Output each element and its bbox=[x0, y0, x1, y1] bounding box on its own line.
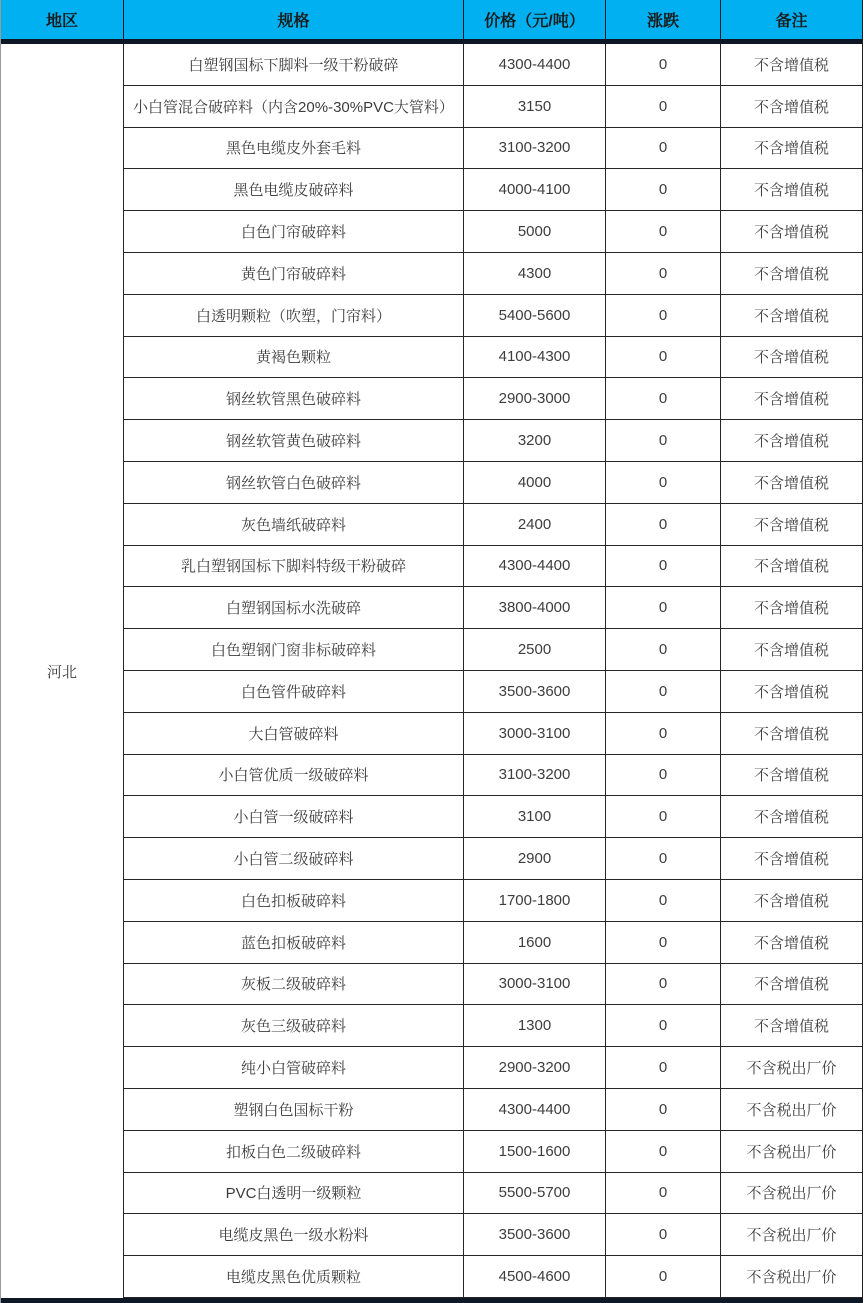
price-cell: 4500-4600 bbox=[464, 1256, 606, 1297]
change-cell: 0 bbox=[606, 1005, 721, 1046]
note-cell: 不含增值税 bbox=[753, 600, 829, 618]
price-cell: 2900 bbox=[464, 838, 606, 879]
table-row bbox=[124, 1214, 862, 1256]
spec-cell: 大白管破碎料 bbox=[124, 713, 464, 754]
table-row bbox=[124, 504, 862, 546]
spec-cell: 黑色电缆皮外套毛料 bbox=[124, 128, 464, 169]
note-cell: 不含增值税 bbox=[753, 767, 829, 785]
price-cell: 2900-3200 bbox=[464, 1047, 606, 1088]
price-cell: 4300 bbox=[464, 253, 606, 294]
change-cell: 0 bbox=[606, 755, 721, 796]
price-cell: 1500-1600 bbox=[464, 1131, 606, 1172]
table-row bbox=[124, 671, 862, 713]
change-cell: 0 bbox=[606, 169, 721, 210]
price-cell: 1300 bbox=[464, 1005, 606, 1046]
table-row bbox=[124, 713, 862, 755]
price-cell: 3100-3200 bbox=[464, 128, 606, 169]
price-cell: 3000-3100 bbox=[464, 713, 606, 754]
change-cell: 0 bbox=[606, 128, 721, 169]
table-row bbox=[124, 1005, 862, 1047]
price-cell: 4000-4100 bbox=[464, 169, 606, 210]
note-cell: 不含税出厂价 bbox=[746, 1269, 837, 1286]
bottom-border bbox=[1, 1298, 862, 1303]
spec-cell: 黄色门帘破碎料 bbox=[124, 253, 464, 294]
change-cell: 0 bbox=[606, 838, 721, 879]
price-cell: 4300-4400 bbox=[464, 44, 606, 85]
change-cell: 0 bbox=[606, 1173, 721, 1214]
table-row bbox=[124, 169, 862, 211]
spec-cell: 钢丝软管白色破碎料 bbox=[124, 462, 464, 503]
change-cell: 0 bbox=[606, 1256, 721, 1297]
spec-cell: 灰色三级破碎料 bbox=[124, 1005, 464, 1046]
table-row bbox=[124, 211, 862, 253]
change-cell: 0 bbox=[606, 86, 721, 127]
price-cell: 4300-4400 bbox=[464, 546, 606, 587]
spec-cell: 白色扣板破碎料 bbox=[124, 880, 464, 921]
price-cell: 5000 bbox=[464, 211, 606, 252]
note-cell: 不含增值税 bbox=[753, 683, 829, 701]
spec-cell: 钢丝软管黄色破碎料 bbox=[124, 420, 464, 461]
note-cell: 不含增值税 bbox=[753, 98, 829, 116]
table-row bbox=[124, 1089, 862, 1131]
note-cell: 不含增值税 bbox=[753, 1018, 829, 1036]
price-cell: 2400 bbox=[464, 504, 606, 545]
table-row bbox=[124, 880, 862, 922]
header-cell-note: 备注 bbox=[775, 13, 808, 30]
note-cell: 不含增值税 bbox=[753, 725, 829, 743]
note-cell: 不含增值税 bbox=[753, 56, 829, 74]
change-cell: 0 bbox=[606, 378, 721, 419]
spec-cell: 灰色墙纸破碎料 bbox=[124, 504, 464, 545]
table-row bbox=[124, 1047, 862, 1089]
price-cell: 3150 bbox=[464, 86, 606, 127]
note-cell: 不含增值税 bbox=[753, 642, 829, 660]
table-row bbox=[124, 295, 862, 337]
note-cell: 不含增值税 bbox=[753, 433, 829, 451]
note-cell: 不含增值税 bbox=[753, 934, 829, 952]
note-cell: 不含税出厂价 bbox=[746, 1227, 837, 1245]
table-row bbox=[124, 337, 862, 379]
change-cell: 0 bbox=[606, 295, 721, 336]
table-row bbox=[124, 922, 862, 964]
change-cell: 0 bbox=[606, 462, 721, 503]
spec-cell: 蓝色扣板破碎料 bbox=[124, 922, 464, 963]
price-cell: 5400-5600 bbox=[464, 295, 606, 336]
change-cell: 0 bbox=[606, 587, 721, 628]
note-cell: 不含税出厂价 bbox=[746, 1185, 837, 1203]
change-cell: 0 bbox=[606, 211, 721, 252]
note-cell: 不含增值税 bbox=[753, 265, 829, 283]
note-cell: 不含增值税 bbox=[753, 892, 829, 910]
table-row bbox=[124, 796, 862, 838]
spec-cell: 钢丝软管黑色破碎料 bbox=[124, 378, 464, 419]
table-header-row bbox=[1, 0, 862, 39]
table-row bbox=[124, 462, 862, 504]
change-cell: 0 bbox=[606, 44, 721, 85]
spec-cell: 白色塑钢门窗非标破碎料 bbox=[124, 629, 464, 670]
spec-cell: PVC白透明一级颗粒 bbox=[124, 1173, 464, 1214]
spec-cell: 小白管二级破碎料 bbox=[124, 838, 464, 879]
price-cell: 1700-1800 bbox=[464, 880, 606, 921]
spec-cell: 小白管混合破碎料（内含20%-30%PVC大管料） bbox=[124, 86, 464, 127]
spec-cell: 黑色电缆皮破碎料 bbox=[124, 169, 464, 210]
table-row bbox=[124, 378, 862, 420]
table-row bbox=[124, 128, 862, 170]
change-cell: 0 bbox=[606, 1131, 721, 1172]
note-cell: 不含增值税 bbox=[753, 976, 829, 994]
spec-cell: 乳白塑钢国标下脚料特级干粉破碎 bbox=[124, 546, 464, 587]
change-cell: 0 bbox=[606, 1214, 721, 1255]
table-row bbox=[124, 44, 862, 86]
table-row bbox=[124, 755, 862, 797]
change-cell: 0 bbox=[606, 922, 721, 963]
table-row bbox=[124, 1173, 862, 1215]
price-cell: 3000-3100 bbox=[464, 964, 606, 1005]
table-row bbox=[124, 587, 862, 629]
spec-cell: 纯小白管破碎料 bbox=[124, 1047, 464, 1088]
table-row bbox=[124, 253, 862, 295]
rows-container bbox=[124, 44, 862, 1298]
spec-cell: 白透明颗粒（吹塑，门帘料） bbox=[124, 295, 464, 336]
table-row bbox=[124, 546, 862, 588]
change-cell: 0 bbox=[606, 671, 721, 712]
price-cell: 1600 bbox=[464, 922, 606, 963]
change-cell: 0 bbox=[606, 546, 721, 587]
note-cell: 不含增值税 bbox=[753, 558, 829, 576]
note-cell: 不含增值税 bbox=[753, 182, 829, 200]
change-cell: 0 bbox=[606, 420, 721, 461]
spec-cell: 黄褐色颗粒 bbox=[124, 337, 464, 378]
note-cell: 不含税出厂价 bbox=[746, 1101, 837, 1119]
change-cell: 0 bbox=[606, 1089, 721, 1130]
spec-cell: 白色管件破碎料 bbox=[124, 671, 464, 712]
note-cell: 不含税出厂价 bbox=[746, 1060, 837, 1078]
spec-cell: 小白管优质一级破碎料 bbox=[124, 755, 464, 796]
change-cell: 0 bbox=[606, 796, 721, 837]
header-cell-change: 涨跌 bbox=[606, 0, 721, 39]
region-label: 河北 bbox=[46, 663, 77, 681]
table-row bbox=[124, 964, 862, 1006]
note-cell: 不含增值税 bbox=[753, 851, 829, 869]
price-cell: 2900-3000 bbox=[464, 378, 606, 419]
table-row bbox=[124, 420, 862, 462]
spec-cell: 白塑钢国标下脚料一级干粉破碎 bbox=[124, 44, 464, 85]
spec-cell: 电缆皮黑色优质颗粒 bbox=[124, 1256, 464, 1297]
note-cell: 不含增值税 bbox=[753, 349, 829, 367]
price-cell: 4100-4300 bbox=[464, 337, 606, 378]
note-cell: 不含增值税 bbox=[753, 809, 829, 827]
price-cell: 5500-5700 bbox=[464, 1173, 606, 1214]
change-cell: 0 bbox=[606, 713, 721, 754]
header-cell-price: 价格（元/吨） bbox=[464, 0, 606, 39]
spec-cell: 白塑钢国标水洗破碎 bbox=[124, 587, 464, 628]
note-cell: 不含税出厂价 bbox=[746, 1143, 837, 1161]
header-cell-region: 地区 bbox=[1, 0, 124, 39]
price-cell: 4000 bbox=[464, 462, 606, 503]
note-cell: 不含增值税 bbox=[753, 140, 829, 158]
price-cell: 3200 bbox=[464, 420, 606, 461]
change-cell: 0 bbox=[606, 880, 721, 921]
note-cell: 不含增值税 bbox=[753, 474, 829, 492]
spec-cell: 白色门帘破碎料 bbox=[124, 211, 464, 252]
spec-cell: 扣板白色二级破碎料 bbox=[124, 1131, 464, 1172]
table-row bbox=[124, 629, 862, 671]
price-cell: 3100-3200 bbox=[464, 755, 606, 796]
spec-cell: 灰板二级破碎料 bbox=[124, 964, 464, 1005]
change-cell: 0 bbox=[606, 1047, 721, 1088]
change-cell: 0 bbox=[606, 253, 721, 294]
table-row bbox=[124, 1256, 862, 1298]
price-cell: 3500-3600 bbox=[464, 1214, 606, 1255]
table-row bbox=[124, 86, 862, 128]
spec-cell: 小白管一级破碎料 bbox=[124, 796, 464, 837]
price-cell: 4300-4400 bbox=[464, 1089, 606, 1130]
note-cell: 不含增值税 bbox=[753, 224, 829, 242]
change-cell: 0 bbox=[606, 629, 721, 670]
header-cell-spec: 规格 bbox=[124, 0, 464, 39]
table-row bbox=[124, 838, 862, 880]
price-cell: 3100 bbox=[464, 796, 606, 837]
change-cell: 0 bbox=[606, 504, 721, 545]
table-body bbox=[1, 44, 862, 1298]
change-cell: 0 bbox=[606, 337, 721, 378]
spec-cell: 电缆皮黑色一级水粉料 bbox=[124, 1214, 464, 1255]
region-cell bbox=[1, 44, 124, 1298]
note-cell: 不含增值税 bbox=[753, 307, 829, 325]
spec-cell: 塑钢白色国标干粉 bbox=[124, 1089, 464, 1130]
note-cell: 不含增值税 bbox=[753, 516, 829, 534]
price-cell: 3800-4000 bbox=[464, 587, 606, 628]
table-row bbox=[124, 1131, 862, 1173]
note-cell: 不含增值税 bbox=[753, 391, 829, 409]
price-cell: 3500-3600 bbox=[464, 671, 606, 712]
change-cell: 0 bbox=[606, 964, 721, 1005]
price-cell: 2500 bbox=[464, 629, 606, 670]
